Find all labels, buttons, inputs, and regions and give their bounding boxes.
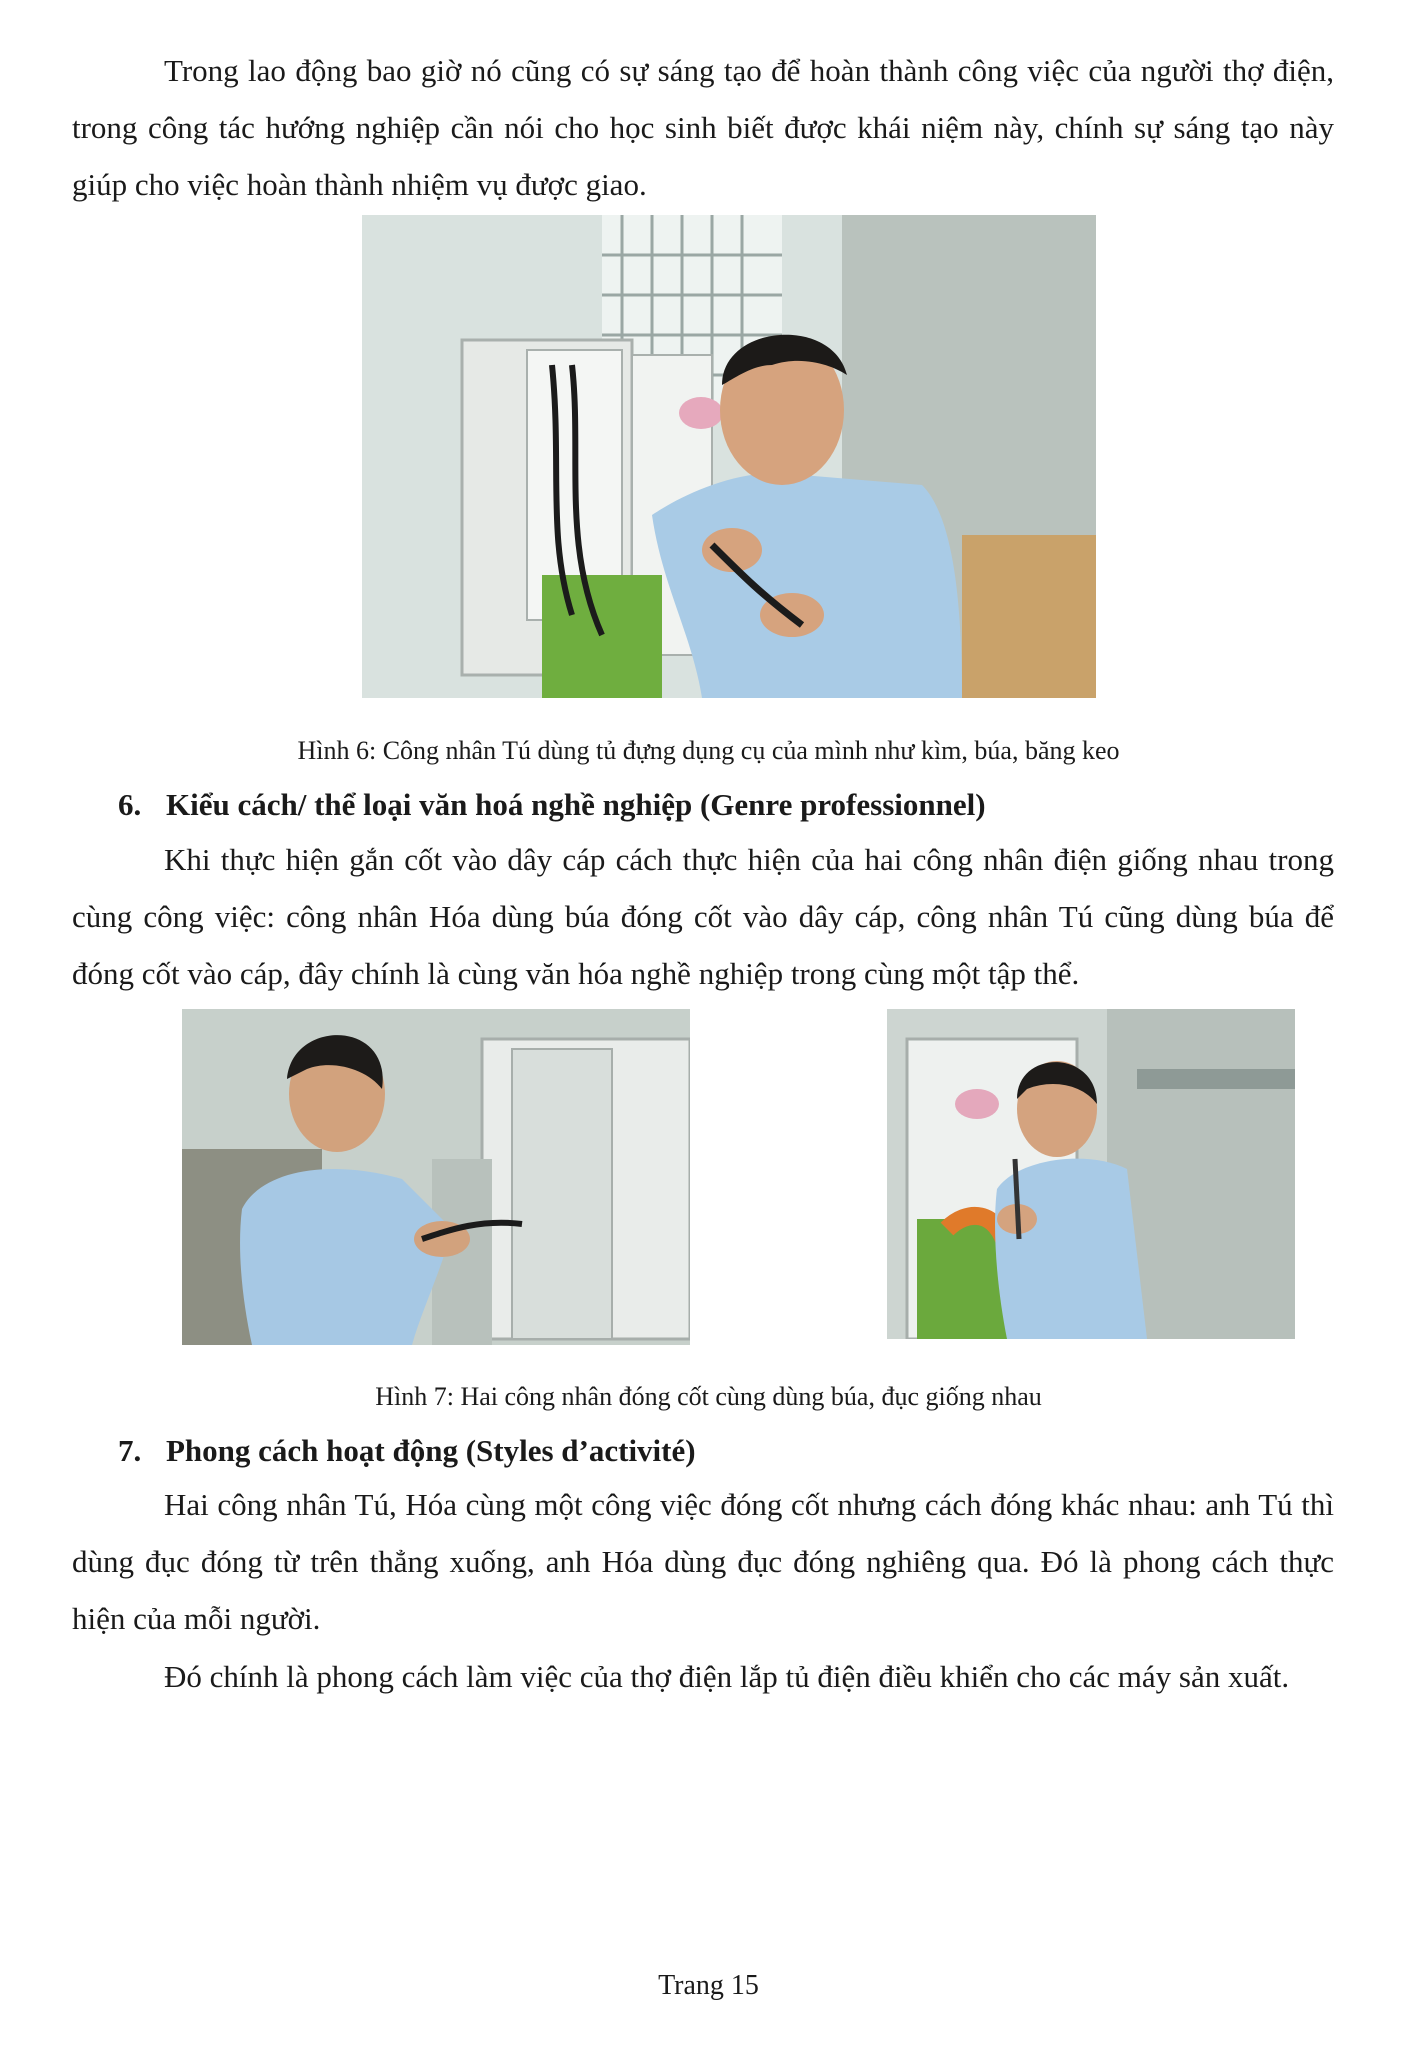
- figure-7-caption: Hình 7: Hai công nhân đóng cốt cùng dùng búa, đục giống nhau: [375, 1382, 1042, 1411]
- figure-7-left-photo: [182, 1009, 690, 1345]
- page-number: Trang 15: [658, 1970, 759, 2001]
- paragraph-creativity: Trong lao động bao giờ nó cũng có sự sáng tạo để hoàn thành công việc của người thợ điện, trong công tác hướng nghiệp cần nói cho học sinh biết được khái niệm này, chính sự sáng tạo này giúp cho việc hoàn thành nhiệm vụ được giao.: [72, 53, 1334, 202]
- section-6-heading: [118, 785, 986, 825]
- paragraph-style-difference: Hai công nhân Tú, Hóa cùng một công việc đóng cốt nhưng cách đóng khác nhau: anh Tú thì dùng đục đóng từ trên thẳng xuống, anh Hóa dùng đục đóng nghiêng qua. Đó là phong cách thực hiện của mỗi người.: [72, 1487, 1334, 1636]
- section-7-number: 7.: [118, 1433, 142, 1468]
- figure-6-photo: [362, 215, 1096, 698]
- section-7-heading: [118, 1431, 696, 1471]
- paragraph-genre: Khi thực hiện gắn cốt vào dây cáp cách thực hiện của hai công nhân điện giống nhau trong cùng công việc: công nhân Hóa dùng búa đóng cốt vào dây cáp, công nhân Tú cũng dùng búa để đóng cốt vào cáp, đây chính là cùng văn hóa nghề nghiệp trong cùng một tập thể.: [72, 842, 1334, 991]
- figure-6-caption: Hình 6: Công nhân Tú dùng tủ đựng dụng cụ của mình như kìm, búa, băng keo: [297, 736, 1120, 765]
- section-6-title: Kiểu cách/ thể loại văn hoá nghề nghiệp (Genre professionnel): [166, 787, 986, 822]
- section-6-number: 6.: [118, 787, 142, 822]
- section-7-title: Phong cách hoạt động (Styles d’activité): [166, 1433, 696, 1468]
- paragraph-work-style: Đó chính là phong cách làm việc của thợ điện lắp tủ điện điều khiển cho các máy sản xuất.: [164, 1659, 1290, 1694]
- figure-7-right-photo: [887, 1009, 1295, 1339]
